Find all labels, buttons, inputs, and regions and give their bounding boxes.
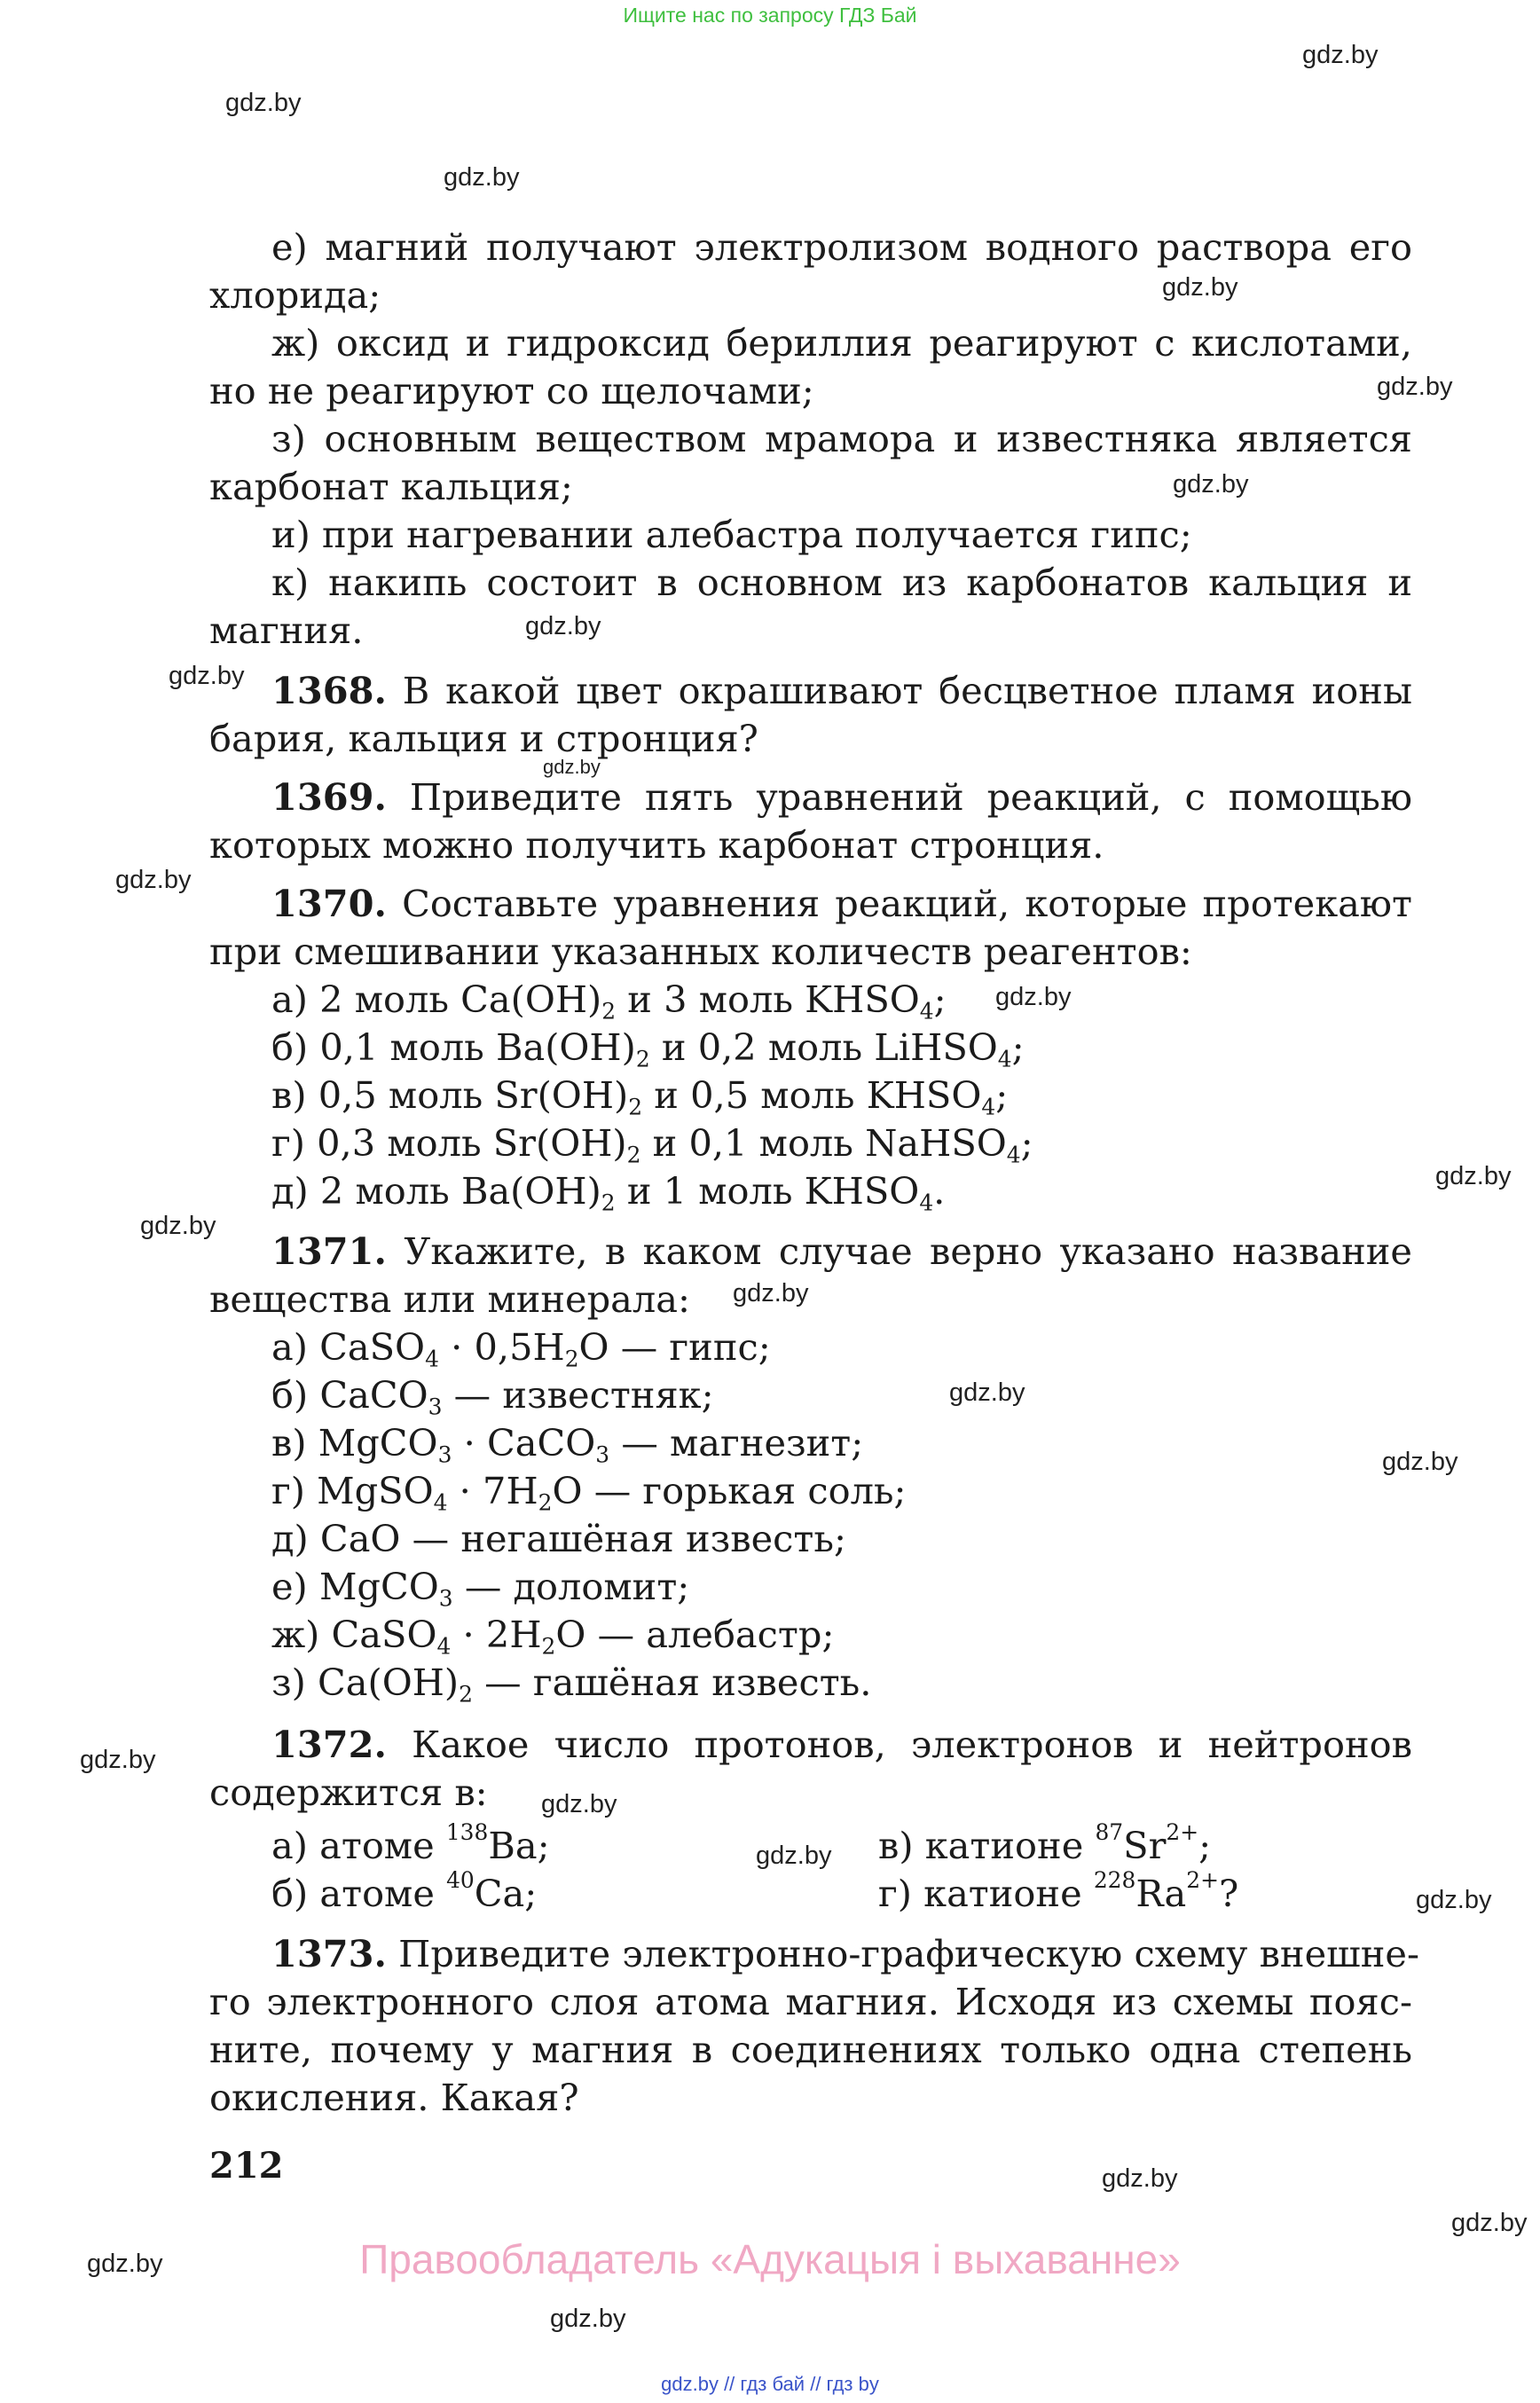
task-1370-cont: при смешивании указанных количеств реагентов: [209,930,1192,973]
watermark: gdz.by [80,1746,156,1774]
watermark: gdz.by [1173,470,1249,499]
search-hint-link[interactable]: Ищите нас по запросу ГДЗ Бай [623,4,917,27]
watermark: gdz.by [1451,2209,1528,2237]
watermark: gdz.by [1302,41,1379,69]
item-g: г) катионе $^{228}Ra^{2+}$? [878,1866,1239,1915]
page-number: 212 [209,2145,284,2187]
list-item: д) CaO — негашёная известь; [271,1517,846,1560]
watermark: gdz.by [1416,1886,1492,1914]
task-number: 1368. [271,669,387,712]
watermark: gdz.by [733,1279,809,1308]
list-item: е) магний получают электролизом водного раствора его [271,225,1412,269]
list-item-cont: магния. [209,609,364,652]
list-item: и) при нагревании алебастра получается гипс; [271,513,1192,556]
watermark: gdz.by [169,662,245,690]
list-item: ж) CaSO$_4$ · $2H_2O$ — алебастр; [271,1613,835,1660]
list-item: в) 0,5 моль $Sr(OH)_2$ и 0,5 моль $KHSO_4$; [271,1073,1009,1120]
watermark: gdz.by [444,163,520,192]
list-item-cont: хлорида; [209,273,381,317]
task-1370 [271,880,1412,928]
task-1368 [271,667,1412,715]
list-item: б) CaCO$_3$ — известняк; [271,1373,714,1420]
list-item: г) 0,3 моль $Sr(OH)_2$ и 0,1 моль NaHSO$_4$; [271,1121,1033,1168]
list-item: в) MgCO$_3$ · CaCO$_3$ — магнезит; [271,1421,864,1468]
list-item: е) MgCO$_3$ — доломит; [271,1565,690,1612]
watermark: gdz.by [550,2305,626,2333]
task-1372-cont: содержится в: [209,1771,488,1814]
task-1368-cont: бария, кальция и стронция? [209,717,758,760]
task-1373 [271,1930,1419,1978]
task-number: 1372. [271,1723,387,1766]
watermark: gdz.by [1162,273,1238,302]
task-1373-cont: окисления. Какая? [209,2076,579,2119]
list-item: а) CaSO$_4$ · $0,5H_2O$ — гипс; [271,1325,771,1372]
list-item [271,1818,1412,1870]
watermark: gdz.by [541,1790,617,1818]
task-number: 1369. [271,775,387,819]
watermark: gdz.by [115,866,192,894]
task-1371 [271,1228,1412,1276]
item-a: а) атоме $^{138}$Ba; [271,1818,550,1867]
task-1373-cont: ните, почему у магния в соединениях только одна степень [209,2028,1412,2071]
item-v: в) катионе $^{87}Sr^{2+}$; [878,1818,1212,1867]
watermark: gdz.by [140,1212,216,1240]
footer-links[interactable]: gdz.by // гдз бай // гдз by [661,2373,879,2395]
task-text: Приведите электронно-графическую схему внешне- [398,1932,1419,1975]
task-number: 1370. [271,882,387,925]
watermark: gdz.by [949,1378,1025,1407]
list-item-cont: но не реагируют со щелочами; [209,369,814,412]
watermark: gdz.by [1435,1162,1512,1190]
task-text: В какой цвет окрашивают бесцветное пламя ионы [402,669,1412,712]
task-1373-cont: го электронного слоя атома магния. Исходя из схемы пояс- [209,1980,1412,2023]
list-item: з) основным веществом мрамора и известняка является [271,417,1412,460]
task-1371-cont: вещества или минерала: [209,1277,690,1321]
task-1369-cont: которых можно получить карбонат стронция. [209,823,1104,867]
list-item: б) 0,1 моль $Ba(OH)_2$ и 0,2 моль LiHSO$_4$; [271,1025,1025,1072]
task-text: Составьте уравнения реакций, которые протекают [402,882,1412,925]
list-item: г) MgSO$_4$ · $7H_2O$ — горькая соль; [271,1469,907,1516]
task-text: Укажите, в каком случае верно указано название [404,1229,1412,1273]
task-text: Приведите пять уравнений реакций, с помощью [409,775,1412,819]
watermark: gdz.by [756,1842,832,1870]
task-1369 [271,774,1412,821]
list-item: а) 2 моль $Ca(OH)_2$ и 3 моль $KHSO_4$; [271,978,947,1025]
task-text: Какое число протонов, электронов и нейтронов [412,1723,1412,1766]
watermark: gdz.by [995,983,1072,1011]
watermark: gdz.by [543,756,601,778]
watermark: gdz.by [87,2250,163,2278]
task-number: 1373. [271,1932,387,1975]
list-item [271,1866,1412,1918]
watermark: gdz.by [1377,373,1453,401]
list-item: ж) оксид и гидроксид бериллия реагируют с кислотами, [271,321,1412,365]
list-item: к) накипь состоит в основном из карбонатов кальция и [271,561,1412,604]
watermark: gdz.by [225,89,302,117]
watermark: gdz.by [525,612,601,640]
item-b: б) атоме $^{40}$Ca; [271,1866,538,1915]
list-item-cont: карбонат кальция; [209,465,573,508]
watermark: gdz.by [1382,1448,1458,1476]
copyright-owner: Правообладатель «Адукацыя і выхаванне» [359,2236,1181,2282]
list-item: з) $Ca(OH)_2$ — гашёная известь. [271,1661,872,1708]
watermark: gdz.by [1102,2164,1178,2193]
task-number: 1371. [271,1229,387,1273]
task-1372 [271,1721,1412,1769]
list-item: д) 2 моль $Ba(OH)_2$ и 1 моль $KHSO_4$. [271,1169,946,1216]
